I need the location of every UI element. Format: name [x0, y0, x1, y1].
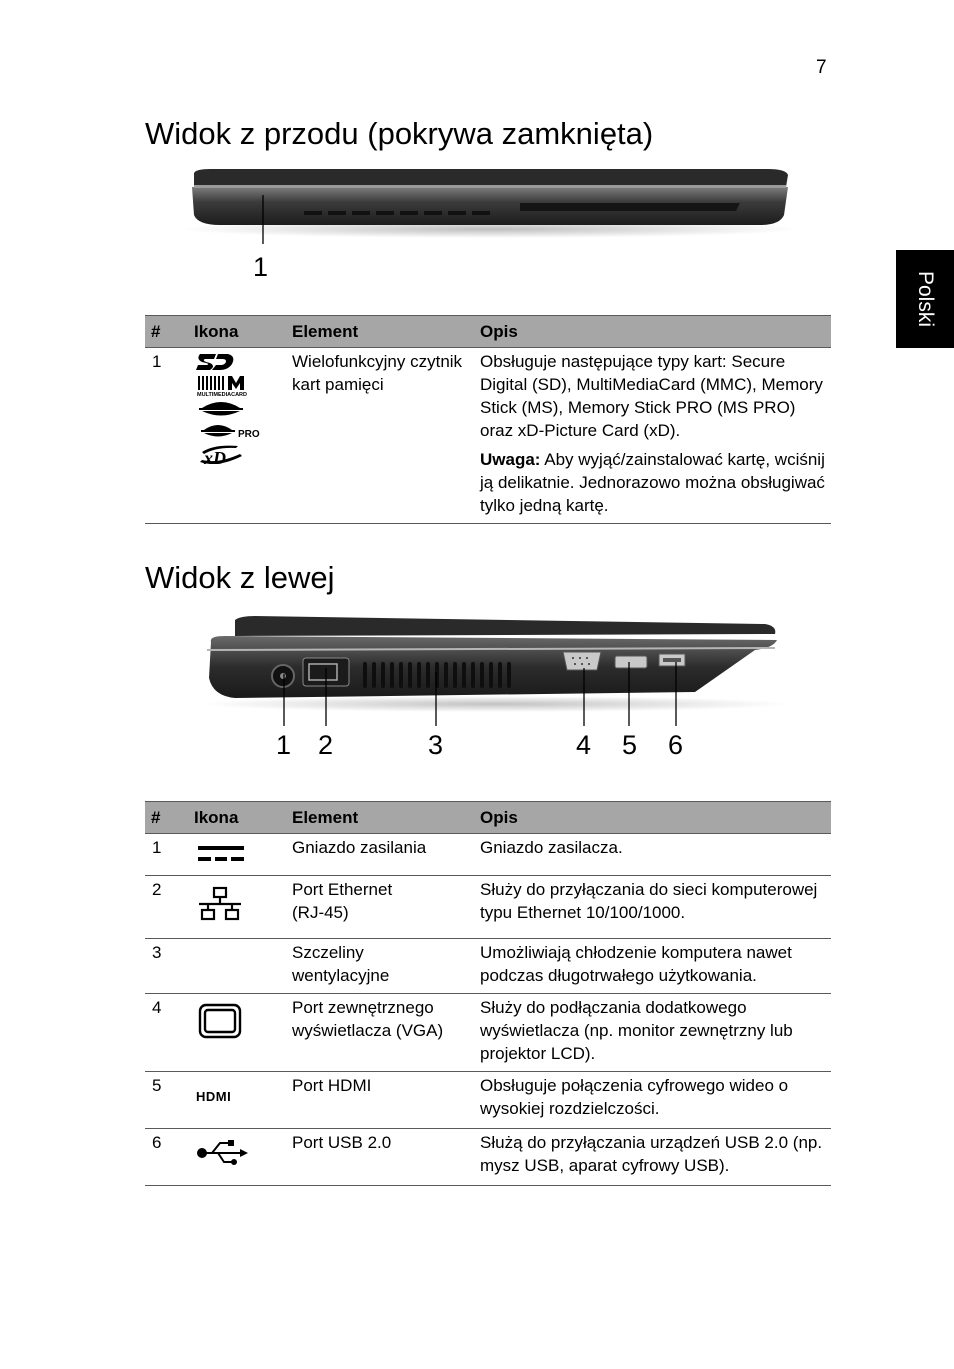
row-number: 3 — [145, 939, 188, 994]
laptop-front-illustration — [180, 165, 800, 245]
row-description: Służy do przyłączania do sieci komputerowej typu Ethernet 10/100/1000. — [474, 876, 831, 939]
table-row — [145, 1129, 831, 1186]
front-callout-1: 1 — [253, 252, 269, 282]
hdmi-logo-text: HDMI — [196, 1089, 232, 1104]
header-icon: Ikona — [188, 802, 286, 834]
row-element-line2: wyświetlacza (VGA) — [292, 1021, 444, 1040]
page-number: 7 — [816, 57, 827, 78]
hdmi-icon — [194, 1080, 254, 1110]
language-tab — [896, 250, 954, 348]
row-description: Umożliwiają chłodzenie komputera nawet podczas długotrwałego użytkowania. — [474, 939, 831, 994]
language-tab-label: Polski — [914, 270, 937, 328]
header-number: # — [145, 316, 188, 348]
left-view-table — [145, 801, 831, 1186]
table-header-row — [145, 316, 831, 348]
row-element-line1: Port Ethernet — [292, 880, 393, 899]
front-view-title: Widok z przodu (pokrywa zamknięta) — [145, 116, 654, 151]
table-row — [145, 834, 831, 876]
header-element: Element — [286, 316, 474, 348]
left-view-title: Widok z lewej — [145, 560, 335, 595]
left-callout-6: 6 — [668, 730, 684, 760]
row-description: Służą do przyłączania urządzeń USB 2.0 (np. mysz USB, aparat cyfrowy USB). — [474, 1129, 831, 1186]
row-description: Gniazdo zasilacza. — [474, 834, 831, 876]
row-element-line2: wentylacyjne — [292, 966, 390, 985]
memory-card-icons — [194, 350, 266, 468]
row-number: 1 — [145, 834, 188, 876]
row-icon-empty — [188, 939, 286, 994]
row-description: Obsługuje następujące typy kart: Secure Digital (SD), MultiMediaCard (MMC), Memory Stick (MS), Memory Stick PRO (MS PRO) oraz xD-Picture Card (xD). — [480, 352, 823, 440]
left-callout-4: 4 — [576, 730, 592, 760]
table-row — [145, 939, 831, 994]
left-callout-2: 2 — [318, 730, 334, 760]
multimediacard-icon — [197, 376, 247, 398]
row-number: 5 — [145, 1072, 188, 1129]
header-element: Element — [286, 802, 474, 834]
memory-stick-icon — [199, 402, 243, 416]
left-callout-5: 5 — [622, 730, 638, 760]
row-description: Służy do podłączania dodatkowego wyświetlacza (np. monitor zewnętrzny lub projektor LCD). — [474, 994, 831, 1072]
row-element-line2: (RJ-45) — [292, 903, 349, 922]
sd-card-icon — [196, 354, 233, 370]
header-icon: Ikona — [188, 316, 286, 348]
mmc-label: MULTIMEDIACARD — [197, 392, 248, 398]
row-element-line1: Szczeliny — [292, 943, 364, 962]
table-row — [145, 1072, 831, 1129]
row-element: Port USB 2.0 — [286, 1129, 474, 1186]
note-label: Uwaga: — [480, 450, 541, 469]
left-callout-3: 3 — [428, 730, 444, 760]
memory-stick-pro-icon — [201, 425, 260, 440]
table-row — [145, 876, 831, 939]
power-dc-icon — [194, 842, 246, 868]
ms-pro-label: PRO — [238, 429, 260, 440]
row-number: 1 — [145, 348, 188, 524]
left-callout-1: 1 — [276, 730, 292, 760]
table-row — [145, 994, 831, 1072]
front-view-table — [145, 315, 831, 524]
row-number: 4 — [145, 994, 188, 1072]
row-description: Obsługuje połączenia cyfrowego wideo o wysokiej rozdzielczości. — [474, 1072, 831, 1129]
header-description: Opis — [474, 316, 831, 348]
header-number: # — [145, 802, 188, 834]
row-element: Gniazdo zasilania — [286, 834, 474, 876]
table-row — [145, 348, 831, 524]
row-number: 2 — [145, 876, 188, 939]
header-description: Opis — [474, 802, 831, 834]
xd-card-icon — [200, 446, 242, 468]
note-text: Aby wyjąć/zainstalować kartę, wciśnij ją delikatnie. Jednorazowo można obsługiwać tylko jedną kartę. — [480, 450, 825, 515]
vga-icon — [194, 1002, 246, 1040]
laptop-left-illustration — [195, 612, 785, 728]
svg-text:xD: xD — [204, 448, 226, 468]
row-element-line1: Port zewnętrznego — [292, 998, 434, 1017]
row-element: Wielofunkcyjny czytnik kart pamięci — [286, 348, 474, 524]
usb-icon — [194, 1137, 250, 1169]
row-element: Port HDMI — [286, 1072, 474, 1129]
table-header-row — [145, 802, 831, 834]
ethernet-icon — [194, 886, 246, 924]
row-number: 6 — [145, 1129, 188, 1186]
row-note — [480, 448, 825, 517]
